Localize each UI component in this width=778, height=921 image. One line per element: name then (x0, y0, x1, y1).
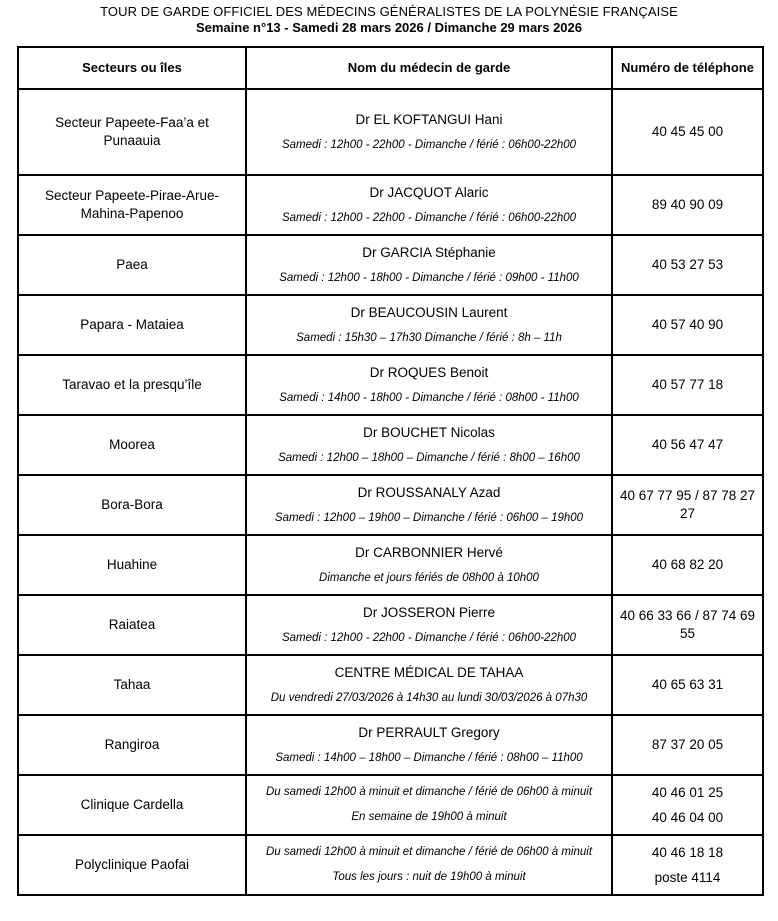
doctor-name: Dr EL KOFTANGUI Hani (355, 111, 503, 127)
sector-cell: Secteur Papeete-Faa’a et Punaauia (18, 89, 246, 175)
duty-hours: Samedi : 12h00 - 22h00 - Dimanche / férié : 06h00-22h00 (281, 138, 577, 151)
table-row (18, 475, 763, 535)
table-row (18, 295, 763, 355)
doctor-name: Dr GARCIA Stéphanie (362, 244, 496, 260)
duty-hours: Dimanche et jours fériés de 08h00 à 10h00 (319, 571, 539, 584)
table-row (18, 89, 763, 175)
phone-number: 40 46 18 18 (651, 845, 724, 860)
doctor-name: Dr BEAUCOUSIN Laurent (350, 304, 508, 320)
clinic-hours-weekend: Du samedi 12h00 à minuit et dimanche / férié de 06h00 à minuit (265, 786, 593, 798)
doctor-name: Dr JOSSERON Pierre (362, 604, 496, 620)
sector-cell: Taravao et la presqu’île (18, 355, 246, 415)
sector-cell: Rangiroa (18, 715, 246, 775)
sector-cell: Raiatea (18, 595, 246, 655)
duty-hours: Samedi : 12h00 – 19h00 – Dimanche / férié : 06h00 – 19h00 (274, 511, 584, 524)
doctor-name: Dr PERRAULT Gregory (358, 724, 500, 740)
clinic-row (18, 775, 763, 835)
table-row (18, 715, 763, 775)
phone-cell: 40 66 33 66 / 87 74 69 55 (612, 595, 763, 655)
document-subtitle: Semaine n°13 - Samedi 28 mars 2026 / Dimanche 29 mars 2026 (195, 20, 583, 35)
sector-cell: Polyclinique Paofai (18, 835, 246, 895)
doctor-name: CENTRE MÉDICAL DE TAHAA (334, 664, 524, 680)
column-header-sector: Secteurs ou îles (18, 47, 246, 89)
sector-cell: Huahine (18, 535, 246, 595)
duty-hours: Samedi : 12h00 - 22h00 - Dimanche / férié : 06h00-22h00 (281, 211, 577, 224)
doctor-name: Dr JACQUOT Alaric (369, 184, 489, 200)
table-row (18, 415, 763, 475)
phone-cell: 87 37 20 05 (612, 715, 763, 775)
doctor-name: Dr CARBONNIER Hervé (355, 544, 503, 560)
phone-cell: 40 56 47 47 (612, 415, 763, 475)
doctor-name: Dr ROUSSANALY Azad (357, 484, 501, 500)
phone-extension: poste 4114 (654, 870, 721, 885)
clinic-hours-cell (246, 835, 612, 895)
clinic-hours-weekend: Du samedi 12h00 à minuit et dimanche / férié de 06h00 à minuit (265, 846, 593, 858)
duty-hours: Samedi : 12h00 – 18h00 – Dimanche / férié : 8h00 – 16h00 (278, 451, 580, 464)
column-header-doctor: Nom du médecin de garde (246, 47, 612, 89)
doctor-cell (246, 655, 612, 715)
duty-hours: Samedi : 14h00 - 18h00 - Dimanche / férié : 08h00 - 11h00 (279, 391, 579, 404)
sector-cell: Tahaa (18, 655, 246, 715)
sector-cell: Secteur Papeete-Pirae-Arue-Mahina-Papenoo (18, 175, 246, 235)
table-row (18, 535, 763, 595)
phone-cell (612, 835, 763, 895)
doctor-cell (246, 355, 612, 415)
doctor-cell (246, 235, 612, 295)
phone-cell: 89 40 90 09 (612, 175, 763, 235)
phone-cell: 40 57 40 90 (612, 295, 763, 355)
doctor-cell (246, 535, 612, 595)
doctor-name: Dr BOUCHET Nicolas (363, 424, 495, 440)
table-row (18, 355, 763, 415)
doctor-cell (246, 415, 612, 475)
duty-roster-table (17, 46, 764, 896)
document-title: TOUR DE GARDE OFFICIEL DES MÉDECINS GÉNÉRALISTES DE LA POLYNÉSIE FRANÇAISE (100, 4, 678, 19)
phone-cell: 40 65 63 31 (612, 655, 763, 715)
duty-hours: Samedi : 12h00 - 22h00 - Dimanche / férié : 06h00-22h00 (281, 631, 577, 644)
sector-cell: Moorea (18, 415, 246, 475)
phone-cell: 40 53 27 53 (612, 235, 763, 295)
doctor-cell (246, 295, 612, 355)
table-row (18, 595, 763, 655)
clinic-hours-week: En semaine de 19h00 à minuit (351, 811, 507, 823)
doctor-cell (246, 175, 612, 235)
doctor-name: Dr ROQUES Benoit (369, 364, 489, 380)
table-header-row (18, 47, 763, 89)
sector-cell: Paea (18, 235, 246, 295)
sector-cell: Bora-Bora (18, 475, 246, 535)
duty-hours: Du vendredi 27/03/2026 à 14h30 au lundi 30/03/2026 à 07h30 (270, 691, 588, 704)
phone-cell (612, 775, 763, 835)
duty-hours: Samedi : 12h00 - 18h00 - Dimanche / férié : 09h00 - 11h00 (279, 271, 579, 284)
phone-number: 40 46 04 00 (651, 810, 724, 825)
phone-cell: 40 57 77 18 (612, 355, 763, 415)
column-header-phone: Numéro de téléphone (612, 47, 763, 89)
table-row (18, 235, 763, 295)
doctor-cell (246, 715, 612, 775)
doctor-cell (246, 475, 612, 535)
sector-cell: Clinique Cardella (18, 775, 246, 835)
clinic-row (18, 835, 763, 895)
clinic-hours-week: Tous les jours : nuit de 19h00 à minuit (332, 871, 526, 883)
doctor-cell (246, 595, 612, 655)
phone-cell: 40 68 82 20 (612, 535, 763, 595)
sector-cell: Papara - Mataiea (18, 295, 246, 355)
duty-hours: Samedi : 15h30 – 17h30 Dimanche / férié : 8h – 11h (296, 331, 562, 344)
table-row (18, 175, 763, 235)
phone-cell: 40 45 45 00 (612, 89, 763, 175)
duty-hours: Samedi : 14h00 – 18h00 – Dimanche / férié : 08h00 – 11h00 (275, 751, 583, 764)
clinic-hours-cell (246, 775, 612, 835)
phone-number: 40 46 01 25 (651, 785, 724, 800)
table-row (18, 655, 763, 715)
doctor-cell (246, 89, 612, 175)
phone-cell: 40 67 77 95 / 87 78 27 27 (612, 475, 763, 535)
